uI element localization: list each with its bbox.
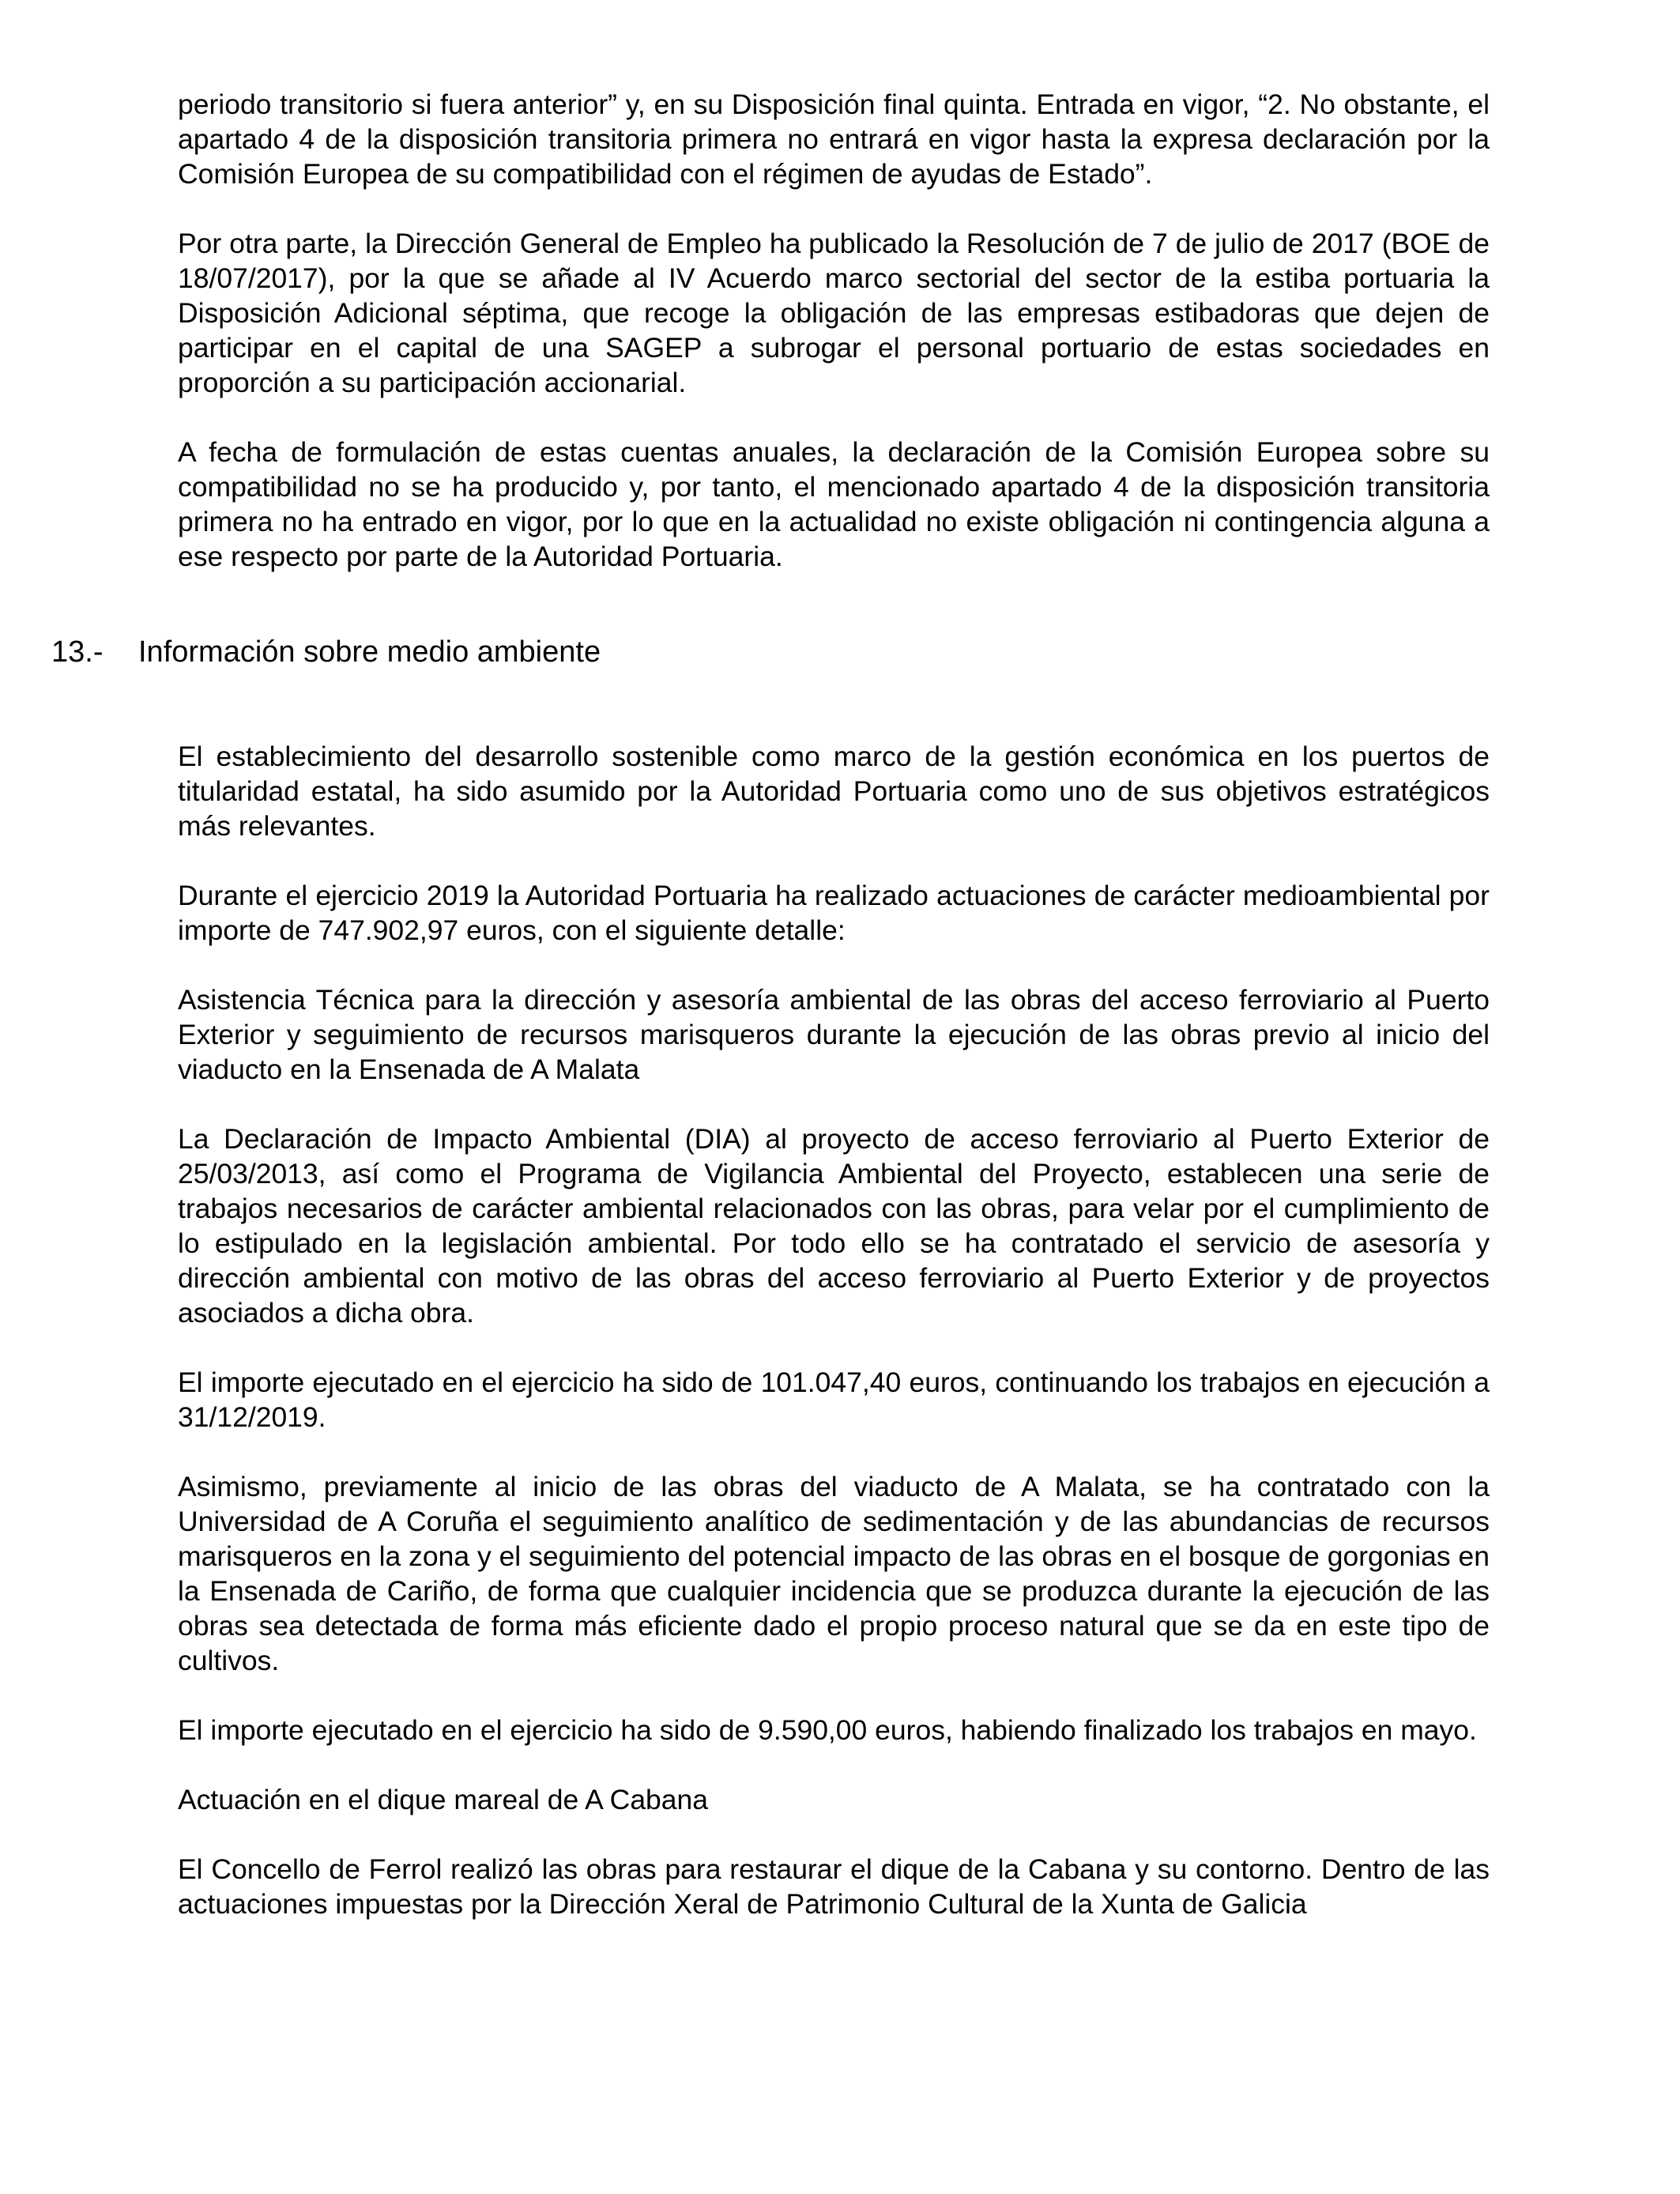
paragraph-amount-executed-2: El importe ejecutado en el ejercicio ha sido de 9.590,00 euros, habiendo finalizado los trabajos en mayo. — [178, 1714, 1477, 1746]
section-number: 13.- — [51, 635, 104, 669]
section-title: Información sobre medio ambiente — [138, 635, 601, 669]
paragraph-transitory-period: periodo transitorio si fuera anterior” y, en su Disposición final quinta. Entrada en vigor, “2. No obstante, el apartado 4 de la disposición transitoria primera no entrará en vigor hasta la expresa declaración por la Comisión Europea de su compatibilidad con el régimen de ayudas de Estado”. — [178, 89, 1490, 190]
paragraph-employment-resolution: Por otra parte, la Dirección General de Empleo ha publicado la Resolución de 7 de julio de 2017 (BOE de 18/07/2017), por la que se añade al IV Acuerdo marco sectorial del sector de la estiba portuaria la Disposición Adicional séptima, que recoge la obligación de las empresas estibadoras que dejen de participar en el capital de una SAGEP a subrogar el personal portuario de estas sociedades en proporción a su participación accionarial. — [178, 228, 1490, 398]
paragraph-amount-executed-1: El importe ejecutado en el ejercicio ha sido de 101.047,40 euros, continuando los trabajos en ejecución a 31/12/2019. — [178, 1367, 1490, 1433]
paragraph-ferrol-works: El Concello de Ferrol realizó las obras para restaurar el dique de la Cabana y su contorno. Dentro de las actuaciones impuestas por la Dirección Xeral de Patrimonio Cultural de la Xunta de Galicia — [178, 1853, 1490, 1920]
document-body — [51, 87, 1490, 1956]
paragraph-technical-assistance: Asistencia Técnica para la dirección y asesoría ambiental de las obras del acceso ferroviario al Puerto Exterior y seguimiento de recursos marisqueros durante la ejecución de las obras previo al inicio del viaducto en la Ensenada de A Malata — [178, 984, 1490, 1085]
paragraph-environmental-spending: Durante el ejercicio 2019 la Autoridad Portuaria ha realizado actuaciones de carácter medioambiental por importe de 747.902,97 euros, con el siguiente detalle: — [178, 880, 1490, 946]
paragraph-university-monitoring: Asimismo, previamente al inicio de las obras del viaducto de A Malata, se ha contratado con la Universidad de A Coruña el seguimiento analítico de sedimentación y de las abundancias de recursos marisqueros en la zona y el seguimiento del potencial impacto de las obras en el bosque de gorgonias en la Ensenada de Cariño, de forma que cualquier incidencia que se produzca durante la ejecución de las obras sea detectada de forma más eficiente dado el propio proceso natural que se da en este tipo de cultivos. — [178, 1471, 1490, 1676]
paragraph-sustainable-development: El establecimiento del desarrollo sostenible como marco de la gestión económica en los puertos de titularidad estatal, ha sido asumido por la Autoridad Portuaria como uno de sus objetivos estratégicos más relevantes. — [178, 741, 1490, 842]
section-heading-block — [51, 609, 1490, 669]
section-heading — [51, 635, 1490, 669]
paragraph-cabana-dike-title: Actuación en el dique mareal de A Cabana — [178, 1784, 709, 1815]
paragraph-european-commission: A fecha de formulación de estas cuentas anuales, la declaración de la Comisión Europea sobre su compatibilidad no se ha producido y, por tanto, el mencionado apartado 4 de la disposición transitoria primera no ha entrado en vigor, por lo que en la actualidad no existe obligación ni contingencia alguna a ese respecto por parte de la Autoridad Portuaria. — [178, 436, 1490, 572]
paragraph-impact-declaration: La Declaración de Impacto Ambiental (DIA) al proyecto de acceso ferroviario al Puerto Exterior de 25/03/2013, así como el Programa de Vigilancia Ambiental del Proyecto, establecen una serie de trabajos necesarios de carácter ambiental relacionados con las obras, para velar por el cumplimiento de lo estipulado en la legislación ambiental. Por todo ello se ha contratado el servicio de asesoría y dirección ambiental con motivo de las obras del acceso ferroviario al Puerto Exterior y de proyectos asociados a dicha obra. — [178, 1123, 1490, 1329]
